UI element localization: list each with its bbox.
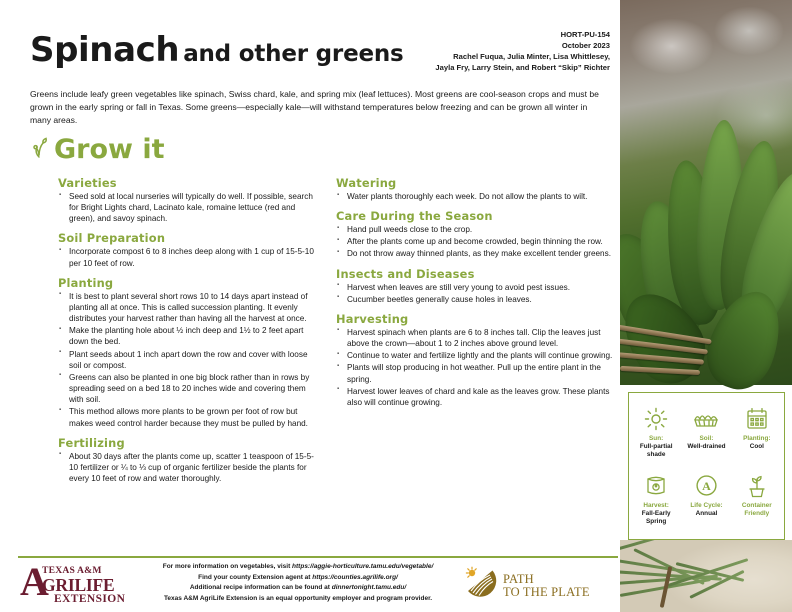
bullet-item: ▪ Hand pull weeds close to the crop. xyxy=(336,224,618,235)
agrilife-extension-logo xyxy=(20,559,140,605)
footer-line-1-text: For more information on vegetables, visit xyxy=(162,563,293,570)
soil-icon xyxy=(681,406,731,432)
publication-meta xyxy=(561,30,610,52)
title-main: Spinach xyxy=(30,30,180,70)
info-label: Sun: xyxy=(649,434,664,442)
info-label: Life Cycle: xyxy=(690,501,723,509)
calendar-icon xyxy=(732,406,782,432)
section-bullet-list xyxy=(336,282,618,305)
footer-link-vegetable[interactable]: https://aggie-horticulture.tamu.edu/vegetable/ xyxy=(292,563,434,570)
bullet-item: ▪ Plant seeds about 1 inch apart down the row and cover with loose soil or compost. xyxy=(58,349,320,371)
footer-info-text xyxy=(146,562,450,604)
bullet-item: ▪ Make the planting hole about ½ inch deep and 1½ to 2 feet apart down the bed. xyxy=(58,325,320,347)
section-bullet-list xyxy=(336,327,618,408)
intro-paragraph: Greens include leafy green vegetables like spinach, Swiss chard, kale, and spring mix (leaf lettuces). Most greens are cool-season crops and must be grown in the early spring or fall in Texas. Some greens—especially kale—will withstand temperatures below freezing and can be grown all winter in many areas. xyxy=(30,89,599,126)
sprout-icon xyxy=(30,135,50,164)
annual-circle-a-icon xyxy=(681,473,731,499)
section-heading: Varieties xyxy=(58,176,117,190)
footer-line-2 xyxy=(146,573,450,584)
info-value: Annual xyxy=(695,509,718,517)
info-cell-lifecycle xyxy=(681,473,731,518)
info-cell-soil xyxy=(681,406,731,451)
bullet-item: ▪ Greens can also be planted in one big block rather than in rows by spreading seed on a bed 18 to 20 inches wide and covering them with soil. xyxy=(58,372,320,405)
footer-line-1 xyxy=(146,562,450,573)
authors-line-1: Rachel Fuqua, Julia Minter, Lisa Whittlesey, xyxy=(453,52,610,61)
bullet-item: ▪ Incorporate compost 6 to 8 inches deep along with 1 cup of 15-5-10 per 10 feet of row. xyxy=(58,246,320,268)
info-value: Well-drained xyxy=(687,442,726,450)
section-bullet-list xyxy=(336,224,618,259)
footer-link-dinnertonight[interactable]: dinnertonight.tamu.edu/ xyxy=(331,584,407,592)
info-value: Cool xyxy=(749,442,764,450)
bullet-item: ▪ It is best to plant several short rows 10 to 14 days apart instead of planting all at once. This is called succession planting. It evenly distributes your harvest rather than having all the harvest at once. xyxy=(58,291,320,324)
info-row-1 xyxy=(631,406,782,460)
bullet-item: ▪ Cucumber beetles generally cause holes in leaves. xyxy=(336,294,618,305)
footer-divider xyxy=(18,556,618,558)
section-heading: Planting xyxy=(58,275,114,290)
footer-link-counties[interactable]: https://counties.agrilife.org/ xyxy=(312,573,398,581)
logo-texas-am: TEXAS A&M xyxy=(42,565,102,576)
section-heading: Insects and Diseases xyxy=(336,266,475,281)
info-row-2 xyxy=(631,473,782,527)
bullet-item: ▪ Continue to water and fertilize lightly and the plants will continue growing. xyxy=(336,350,618,361)
publication-date: October 2023 xyxy=(561,40,610,50)
authors xyxy=(435,52,610,74)
bullet-item: ▪ Water plants thoroughly each week. Do not allow the plants to wilt. xyxy=(336,191,618,202)
section-heading: Care During the Season xyxy=(336,209,493,224)
page-title xyxy=(30,30,404,70)
section-heading: Fertilizing xyxy=(58,435,125,450)
info-label: Planting: xyxy=(743,434,771,442)
harvest-basket-icon xyxy=(631,473,681,499)
potted-plant-icon xyxy=(732,473,782,499)
publication-number: HORT-PU-154 xyxy=(560,30,610,39)
path-to-plate-text xyxy=(503,573,590,599)
section-bullet-list xyxy=(58,451,320,484)
herb-sprigs-photo xyxy=(620,540,792,612)
footer-line-3-text: Additional recipe information can be found at xyxy=(189,584,332,592)
bullet-item: ▪ Harvest lower leaves of chard and kale as the leaves grow. These plants also will continue growing. xyxy=(336,386,618,408)
info-label: Container Friendly xyxy=(741,501,772,517)
sun-icon xyxy=(631,406,681,432)
logo-agrilife-word: GRILIFE xyxy=(42,575,115,595)
info-label: Soil: xyxy=(699,434,714,442)
spinach-bundle-photo xyxy=(620,0,792,385)
info-value: Full-partial shade xyxy=(639,442,673,459)
bullet-item: ▪ Seed sold at local nurseries will typically do well. If possible, search for Bright Lights chard, Lacinato kale, romaine lettuce (red and green), and savoy spinach. xyxy=(58,191,320,224)
svg-text:A: A xyxy=(702,479,711,494)
footer-line-3 xyxy=(146,583,450,594)
grow-it-title: Grow it xyxy=(54,134,165,165)
path-to-the-plate-logo xyxy=(462,566,590,605)
bullet-item: ▪ After the plants come up and become crowded, begin thinning the row. xyxy=(336,236,618,247)
section-bullet-list xyxy=(58,191,320,224)
section-bullet-list xyxy=(58,246,320,268)
bullet-item: ▪ About 30 days after the plants come up, scatter 1 teaspoon of 15-5-10 fertilizer or ¼ to ⅓ cup of organic fertilizer beside the plants for every 10 feet of row and water thoroughly. xyxy=(58,451,320,484)
bullet-item: ▪ Harvest when leaves are still very young to avoid pest issues. xyxy=(336,282,618,293)
info-label: Harvest: xyxy=(643,501,669,509)
bullet-item: ▪ Plants will stop producing in hot weather. Pull up the entire plant in the spring. xyxy=(336,362,618,384)
grow-it-heading xyxy=(30,134,165,165)
grow-column-right xyxy=(336,176,618,410)
logo-letter-a: A xyxy=(20,559,49,604)
info-cell-container xyxy=(732,473,782,518)
authors-line-2: Jayla Fry, Larry Stein, and Robert “Skip” Richter xyxy=(435,62,610,72)
section-bullet-list xyxy=(336,191,618,202)
grow-column-left xyxy=(58,176,320,486)
bullet-item: ▪ Do not throw away thinned plants, as they make excellent tender greens. xyxy=(336,248,618,259)
info-cell-harvest xyxy=(631,473,681,527)
section-heading: Harvesting xyxy=(336,311,409,326)
section-heading: Soil Preparation xyxy=(58,231,166,246)
info-cell-planting xyxy=(732,406,782,451)
plate-line-2: TO THE PLATE xyxy=(503,584,590,599)
section-heading: Watering xyxy=(336,176,397,190)
section-bullet-list xyxy=(58,291,320,429)
footer-line-2-text: Find your county Extension agent at xyxy=(198,573,313,581)
footer-line-4: Texas A&M AgriLife Extension is an equal opportunity employer and program provider. xyxy=(163,594,433,602)
logo-extension-word: EXTENSION xyxy=(54,593,126,605)
bullet-item: ▪ Harvest spinach when plants are 6 to 8 inches tall. Clip the leaves just above the crown—about 1 to 2 inches above ground level. xyxy=(336,327,618,349)
info-value: Fall-Early Spring xyxy=(641,509,671,526)
growing-info-panel xyxy=(628,392,785,540)
plate-line-1: PATH xyxy=(503,571,534,586)
title-subtitle: and other greens xyxy=(183,41,404,67)
info-cell-sun xyxy=(631,406,681,460)
path-to-plate-mark-icon xyxy=(462,566,498,605)
bullet-item: ▪ This method allows more plants to be grown per foot of row but makes weed control harder because they must be pulled by hand. xyxy=(58,406,320,428)
